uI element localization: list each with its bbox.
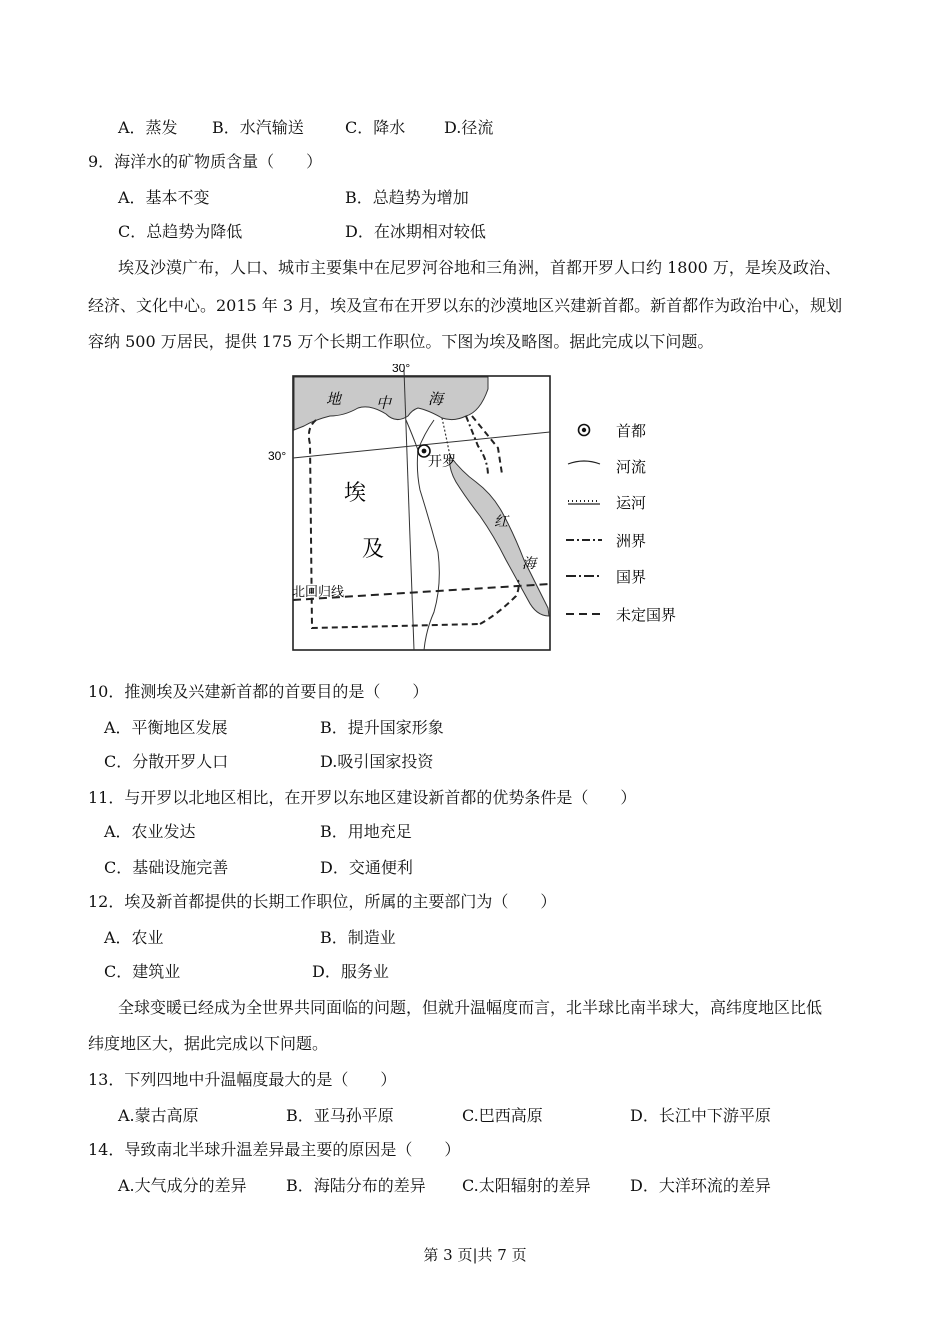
sea-label: 海 [428, 390, 444, 408]
q14-option-d: D．大洋环流的差异 [630, 1176, 771, 1195]
q9-option-c: C．总趋势为降低 [118, 222, 243, 241]
passage1-line: 容纳 500 万居民，提供 175 万个长期工作职位。下图为埃及略图。据此完成以下问题。 [88, 332, 714, 351]
q12-option-d: D．服务业 [312, 962, 389, 981]
q10-option-d: D.吸引国家投资 [320, 752, 434, 771]
map-legend [566, 422, 676, 624]
q13-option-a: A.蒙古高原 [118, 1106, 199, 1125]
q14-option-c: C.太阳辐射的差异 [462, 1176, 591, 1195]
country-label: 埃 [344, 481, 367, 506]
q11-option-c: C．基础设施完善 [104, 858, 229, 877]
q10-stem: 10．推测埃及兴建新首都的首要目的是（ ） [88, 682, 429, 701]
q9-option-b: B．总趋势为增加 [345, 188, 469, 207]
q11-option-d: D．交通便利 [320, 858, 413, 877]
legend-label: 运河 [616, 494, 647, 512]
tropic-label: 北回归线 [292, 584, 345, 599]
sea-label: 中 [376, 394, 392, 412]
sea-label: 地 [326, 390, 342, 408]
q11-option-b: B．用地充足 [320, 822, 412, 841]
passage1-line: 经济、文化中心。2015 年 3 月，埃及宣布在开罗以东的沙漠地区兴建新首都。新首都作为政治中心，规划 [88, 296, 843, 315]
q13-option-c: C.巴西高原 [462, 1106, 543, 1125]
legend-label: 首都 [616, 422, 647, 440]
longitude-label: 30° [392, 364, 411, 375]
q10-option-c: C．分散开罗人口 [104, 752, 229, 771]
q12-stem: 12．埃及新首都提供的长期工作职位，所属的主要部门为（ ） [88, 892, 557, 911]
q10-option-a: A．平衡地区发展 [104, 718, 228, 737]
q9-option-a: A．基本不变 [118, 188, 210, 207]
q12-option-b: B．制造业 [320, 928, 396, 947]
q11-stem: 11．与开罗以北地区相比，在开罗以东地区建设新首都的优势条件是（ ） [88, 788, 637, 807]
legend-label: 国界 [616, 568, 647, 586]
q14-option-a: A.大气成分的差异 [118, 1176, 247, 1195]
red-sea-label: 红 [494, 514, 508, 530]
passage2-line: 纬度地区大，据此完成以下问题。 [88, 1034, 329, 1053]
q14-stem: 14．导致南北半球升温差异最主要的原因是（ ） [88, 1140, 461, 1159]
q11-option-a: A．农业发达 [104, 822, 196, 841]
legend-label: 洲界 [616, 532, 647, 550]
q13-stem: 13．下列四地中升温幅度最大的是（ ） [88, 1070, 397, 1089]
q8-option-a: A．蒸发 [118, 118, 178, 137]
country-label: 及 [362, 537, 385, 562]
latitude-label: 30° [268, 449, 287, 463]
egypt-map [266, 364, 692, 652]
page-footer: 第 3 页|共 7 页 [423, 1246, 527, 1264]
q14-option-b: B．海陆分布的差异 [286, 1176, 426, 1195]
legend-label: 未定国界 [616, 606, 677, 624]
q13-option-d: D．长江中下游平原 [630, 1106, 771, 1125]
city-label: 开罗 [428, 454, 456, 470]
q8-option-d: D.径流 [444, 118, 494, 137]
legend-label: 河流 [616, 458, 647, 476]
q8-option-c: C．降水 [345, 118, 406, 137]
q10-option-b: B．提升国家形象 [320, 718, 444, 737]
passage2-line: 全球变暖已经成为全世界共同面临的问题，但就升温幅度而言，北半球比南半球大，高纬度地区比低 [118, 998, 823, 1017]
passage1-line: 埃及沙漠广布，人口、城市主要集中在尼罗河谷地和三角洲，首都开罗人口约 1800 万，是埃及政治、 [118, 258, 841, 277]
q8-option-b: B．水汽输送 [212, 118, 304, 137]
q12-option-a: A．农业 [104, 928, 164, 947]
q13-option-b: B．亚马孙平原 [286, 1106, 394, 1125]
legend-river-icon [568, 461, 600, 464]
red-sea-label: 海 [522, 556, 536, 572]
q12-option-c: C．建筑业 [104, 962, 181, 981]
q9-stem: 9．海洋水的矿物质含量（ ） [88, 152, 323, 171]
q9-option-d: D．在冰期相对较低 [345, 222, 486, 241]
